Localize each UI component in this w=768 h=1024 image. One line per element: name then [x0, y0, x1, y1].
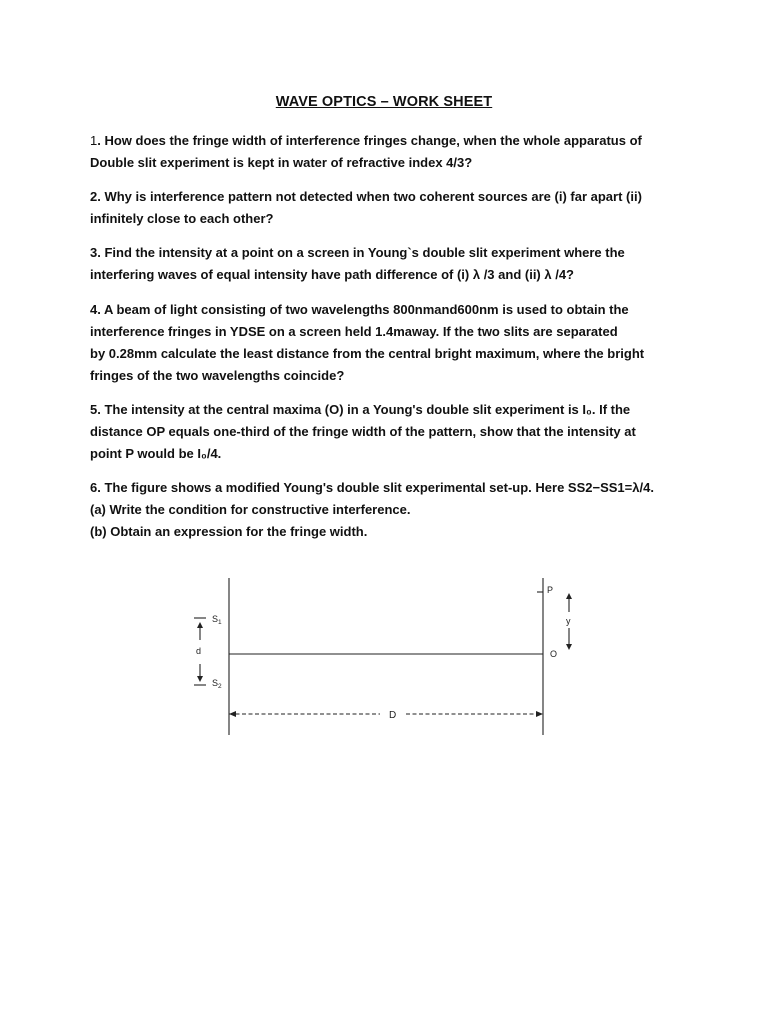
question-5-line-1: 5. The intensity at the central maxima (O) in a Young's double slit experiment is I₀. If the: [90, 402, 631, 417]
question-3-line-1: 3. Find the intensity at a point on a screen in Young`s double slit experiment where the: [90, 245, 625, 260]
question-1-number: 1: [90, 133, 98, 148]
y-upper-arrowhead: [566, 593, 572, 599]
question-5-line-2: distance OP equals one-third of the fringe width of the pattern, show that the intensity at: [90, 424, 636, 439]
question-3-line-2: interfering waves of equal intensity have path difference of (i) λ /3 and (ii) λ /4?: [90, 267, 574, 282]
d-upper-arrowhead: [197, 622, 203, 628]
label-s2: $S_2$: [212, 678, 222, 690]
question-4-line-3: by 0.28mm calculate the least distance from the central bright maximum, where the bright: [90, 346, 645, 361]
question-4-line-1: 4. A beam of light consisting of two wavelengths 800nmand600nm is used to obtain the: [90, 302, 629, 317]
question-6-line-3: (b) Obtain an expression for the fringe width.: [90, 524, 368, 539]
question-6-line-2: (a) Write the condition for constructive interference.: [90, 502, 411, 517]
label-distance-d: D: [389, 710, 397, 721]
question-1-line-2: Double slit experiment is kept in water of refractive index 4/3?: [90, 155, 473, 170]
page-title: WAVE OPTICS – WORK SHEET: [275, 94, 493, 110]
question-2-line-2: infinitely close to each other?: [90, 211, 274, 226]
label-point-o: O: [550, 649, 558, 659]
label-d-small: d: [196, 646, 202, 656]
distance-d-right-arrowhead: [536, 711, 543, 717]
label-y: y: [566, 616, 571, 626]
distance-d-left-arrowhead: [229, 711, 236, 717]
label-s1: $S_1$: [212, 614, 222, 626]
question-5-line-3: point P would be I₀/4.: [90, 446, 222, 461]
question-1-line-1: . How does the fringe width of interference fringes change, when the whole apparatus of: [97, 133, 642, 148]
question-4-line-2: interference fringes in YDSE on a screen held 1.4maway. If the two slits are separated: [90, 324, 618, 339]
question-6-line-1: 6. The figure shows a modified Young's double slit experimental set-up. Here SS2−SS1=λ/4.: [90, 480, 654, 495]
question-2-line-1: 2. Why is interference pattern not detected when two coherent sources are (i) far apart (ii): [90, 189, 642, 204]
d-lower-arrowhead: [197, 676, 203, 682]
question-4-line-4: fringes of the two wavelengths coincide?: [90, 368, 345, 383]
y-lower-arrowhead: [566, 644, 572, 650]
label-point-p: P: [547, 585, 554, 595]
